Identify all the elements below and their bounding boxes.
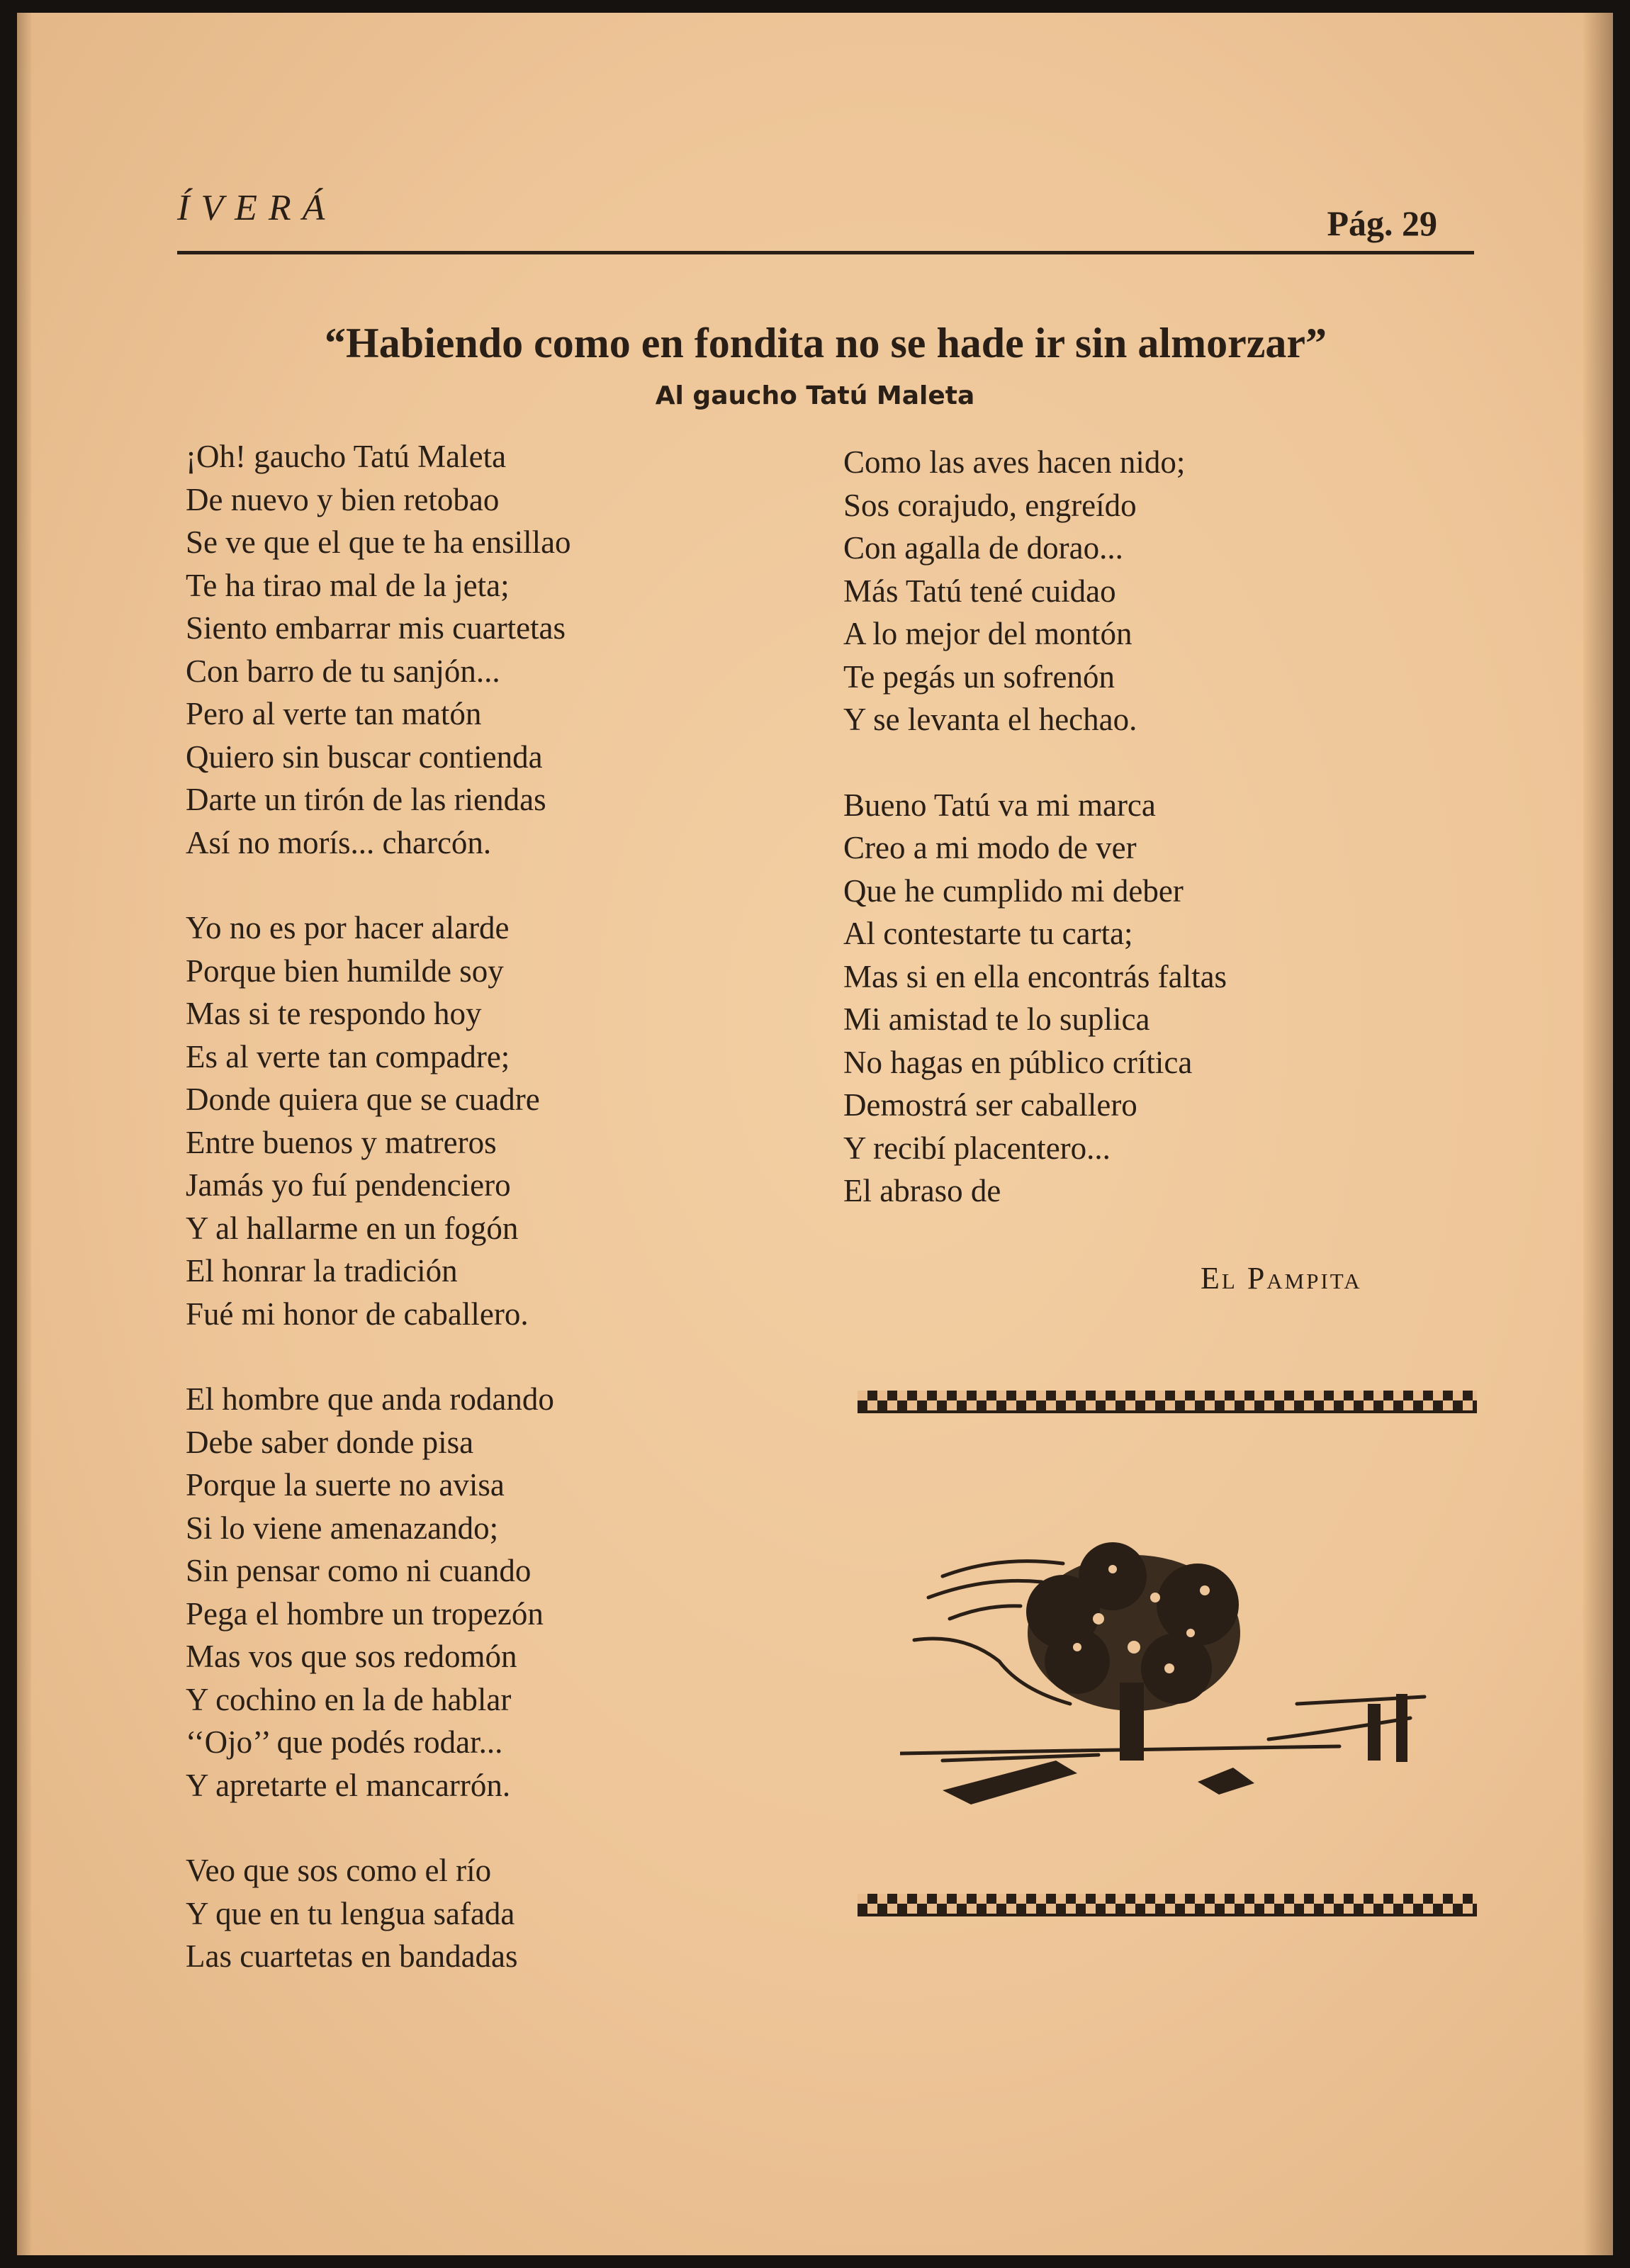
poem-line: ‘‘Ojo’’ que podés rodar...	[186, 1724, 503, 1760]
poem-line: ¡Oh! gaucho Tatú Maleta	[186, 439, 507, 474]
magazine-title: ÍVERÁ	[177, 188, 337, 228]
poem-line: Entre buenos y matreros	[186, 1124, 497, 1160]
poem-line: Jamás yo fuí pendenciero	[186, 1167, 511, 1203]
poem-line: Demostrá ser caballero	[843, 1087, 1137, 1123]
poem-line: Te ha tirao mal de la jeta;	[186, 567, 510, 603]
poem-line: Donde quiera que se cuadre	[186, 1082, 540, 1117]
poem-line: Darte un tirón de las riendas	[186, 782, 546, 817]
poem-line: Con agalla de dorao...	[843, 530, 1123, 566]
poem-line: Y se levanta el hechao.	[843, 702, 1137, 737]
poem-line: El honrar la tradición	[186, 1253, 458, 1289]
header-rule	[177, 251, 1474, 254]
poem-left-column	[186, 435, 571, 2021]
poem-line: Bueno Tatú va mi marca	[843, 787, 1156, 823]
poem-line: Pega el hombre un tropezón	[186, 1595, 544, 1632]
poem-line: Pero al verte tan matón	[186, 696, 482, 731]
page-right-edge	[1583, 13, 1613, 2255]
poem-line: Sin pensar como ni cuando	[186, 1553, 532, 1588]
checkered-border-top	[858, 1391, 1477, 1413]
poem-stanza	[186, 435, 571, 864]
poem-line: Que he cumplido mi deber	[843, 872, 1184, 909]
poem-signature: El Pampita	[1201, 1261, 1362, 1296]
poem-line: Te pegás un sofrenón	[843, 658, 1115, 695]
poem-line: Y apretarte el mancarrón.	[186, 1767, 511, 1803]
poem-line: Y cochino en la de hablar	[186, 1681, 512, 1717]
poem-line: Como las aves hacen nido;	[843, 444, 1186, 480]
poem-stanza	[186, 1849, 571, 1978]
poem-line: Porque la suerte no avisa	[186, 1467, 505, 1503]
poem-line: Las cuartetas en bandadas	[186, 1938, 518, 1974]
poem-line: Creo a mi modo de ver	[843, 830, 1137, 865]
poem-stanza	[843, 784, 1227, 1213]
checkered-border-bottom	[858, 1894, 1477, 1916]
poem-line: Así no morís... charcón.	[186, 824, 492, 860]
page-number: Pág. 29	[1327, 203, 1437, 243]
page-left-edge	[17, 13, 31, 2255]
poem-line: Al contestarte tu carta;	[843, 916, 1133, 951]
poem-line: Con barro de tu sanjón...	[186, 653, 500, 689]
tree-vignette-illustration	[900, 1527, 1446, 1810]
poem-line: Es al verte tan compadre;	[186, 1038, 510, 1074]
poem-title: “Habiendo como en fondita no se hade ir sin almorzar”	[325, 320, 1327, 366]
poem-line: Sos corajudo, engreído	[843, 487, 1137, 523]
poem-line: Y al hallarme en un fogón	[186, 1210, 519, 1246]
poem-line: Quiero sin buscar contienda	[186, 739, 543, 775]
poem-dedication: Al gaucho Tatú Maleta	[655, 381, 975, 410]
poem-line: El hombre que anda rodando	[186, 1381, 554, 1417]
poem-stanza	[186, 1378, 571, 1807]
poem-line: Y recibí placentero...	[843, 1130, 1111, 1166]
poem-line: Mi amistad te lo suplica	[843, 1001, 1150, 1037]
poem-line: Porque bien humilde soy	[186, 953, 504, 989]
poem-line: De nuevo y bien retobao	[186, 481, 500, 517]
poem-line: Yo no es por hacer alarde	[186, 910, 510, 945]
poem-line: Mas si en ella encontrás faltas	[843, 958, 1227, 994]
poem-line: Y que en tu lengua safada	[186, 1895, 515, 1931]
poem-line: Debe saber donde pisa	[186, 1424, 474, 1460]
poem-line: Se ve que el que te ha ensillao	[186, 524, 571, 560]
poem-line: Fué mi honor de caballero.	[186, 1296, 529, 1332]
poem-line: Más Tatú tené cuidao	[843, 573, 1116, 609]
poem-line: A lo mejor del montón	[843, 616, 1132, 651]
poem-right-column	[843, 441, 1227, 1255]
poem-line: Siento embarrar mis cuartetas	[186, 610, 566, 646]
poem-stanza	[843, 441, 1227, 741]
poem-stanza	[186, 906, 571, 1335]
poem-line: No hagas en público crítica	[843, 1044, 1193, 1080]
poem-line: El abraso de	[843, 1173, 1001, 1208]
poem-line: Si lo viene amenazando;	[186, 1510, 499, 1546]
magazine-page	[17, 13, 1613, 2255]
poem-line: Mas vos que sos redomón	[186, 1639, 517, 1674]
poem-line: Veo que sos como el río	[186, 1853, 492, 1888]
poem-line: Mas si te respondo hoy	[186, 996, 482, 1031]
